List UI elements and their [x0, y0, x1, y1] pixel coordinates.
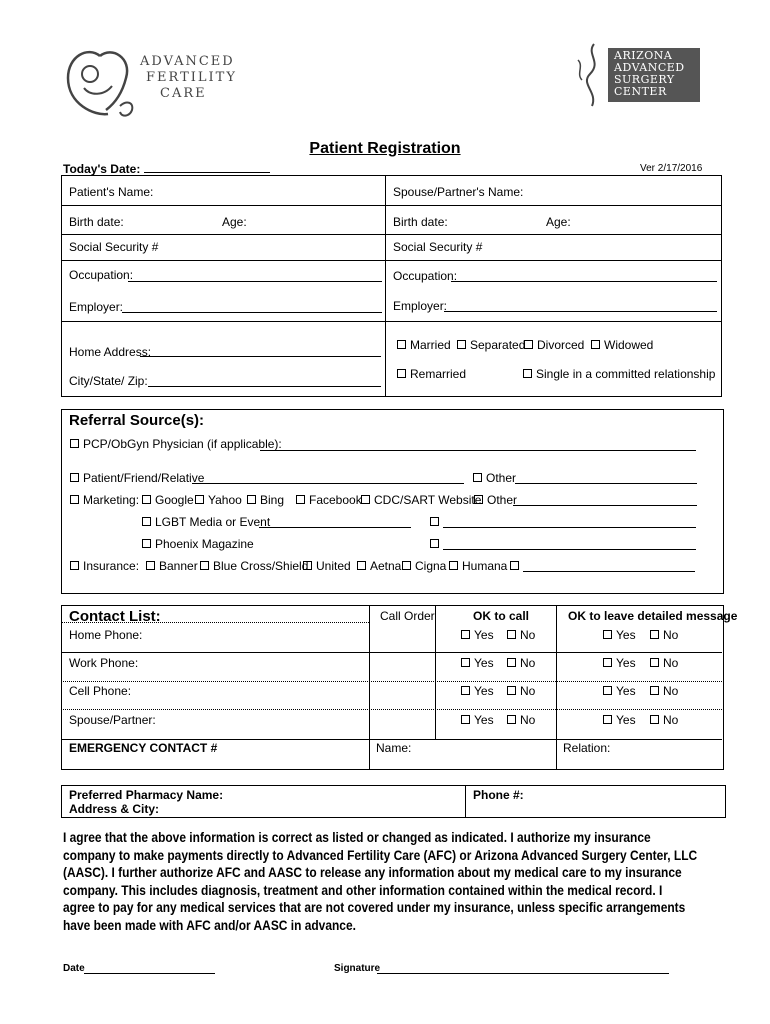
no-label: No	[520, 656, 536, 670]
contact-row-label: Home Phone:	[69, 628, 143, 642]
patient-employer-label: Employer:	[69, 300, 124, 314]
agreement-line: (AASC). I further authorize AFC and AASC to release any information about my medical care to my insurance	[63, 865, 682, 881]
referral-pcp[interactable]	[70, 437, 282, 451]
call-no-checkbox[interactable]	[507, 713, 535, 727]
no-label: No	[663, 713, 679, 727]
checkbox-icon	[650, 686, 659, 695]
referral-bcbs[interactable]	[200, 559, 308, 573]
checkbox-icon	[650, 658, 659, 667]
patient-birth-label: Birth date:	[69, 215, 124, 229]
contact-row-divider	[61, 652, 722, 653]
checkbox-icon	[70, 473, 79, 482]
aasc-logo-line3: SURGERY	[614, 73, 675, 86]
contact-row-label: Cell Phone:	[69, 684, 132, 698]
marital-married[interactable]	[397, 338, 451, 352]
message-no-checkbox[interactable]	[650, 684, 678, 698]
checkbox-icon	[603, 715, 612, 724]
spouse-age-label: Age:	[546, 215, 571, 229]
checkbox-icon	[430, 539, 439, 548]
checkbox-icon	[461, 630, 470, 639]
marital-divorced-label: Divorced	[537, 338, 585, 352]
message-yes-checkbox[interactable]	[603, 684, 636, 698]
agreement-text	[63, 829, 698, 935]
referral-other-label: Other	[486, 471, 517, 485]
yes-label: Yes	[616, 656, 636, 670]
referral-lgbt[interactable]	[142, 515, 270, 529]
checkbox-icon	[303, 561, 312, 570]
referral-patient-friend-label: Patient/Friend/Relative	[83, 471, 205, 485]
referral-banner[interactable]	[146, 559, 198, 573]
todays-date-field[interactable]	[144, 161, 270, 173]
checkbox-icon	[461, 686, 470, 695]
aasc-logo	[572, 40, 706, 110]
contact-col-divider	[435, 605, 436, 740]
contact-col-divider	[369, 605, 370, 770]
spouse-occupation-label: Occupation:	[393, 269, 458, 283]
home-address-label: Home Address:	[69, 345, 152, 359]
referral-other-1-field[interactable]	[515, 483, 697, 484]
referral-other-2[interactable]	[474, 493, 517, 507]
referral-patient-friend-field[interactable]	[192, 483, 464, 484]
emergency-relation-label: Relation:	[563, 741, 611, 755]
checkbox-icon	[461, 715, 470, 724]
pharmacy-divider	[465, 785, 466, 818]
referral-facebook[interactable]	[296, 493, 362, 507]
message-yes-checkbox[interactable]	[603, 628, 636, 642]
aasc-logo-line2: ADVANCED	[614, 61, 685, 74]
no-label: No	[520, 684, 536, 698]
referral-facebook-label: Facebook	[309, 493, 362, 507]
patient-spouse-divider	[385, 175, 386, 397]
referral-phoenix-label: Phoenix Magazine	[155, 537, 254, 551]
yes-label: Yes	[474, 713, 494, 727]
message-no-checkbox[interactable]	[650, 628, 678, 642]
city-state-zip-field[interactable]	[148, 386, 381, 387]
todays-date-row	[63, 161, 270, 176]
referral-marketing[interactable]	[70, 493, 139, 507]
date-label: Date	[63, 963, 85, 974]
referral-heading: Referral Source(s):	[69, 412, 205, 429]
patient-name-label: Patient's Name:	[69, 185, 154, 199]
patient-ssn-label: Social Security #	[69, 240, 159, 254]
marital-separated-label: Separated	[470, 338, 526, 352]
contact-row-divider	[61, 709, 722, 710]
checkbox-icon	[650, 715, 659, 724]
referral-cdc-sart[interactable]	[361, 493, 481, 507]
checkbox-icon	[142, 517, 151, 526]
referral-aetna[interactable]	[357, 559, 401, 573]
message-yes-checkbox[interactable]	[603, 656, 636, 670]
referral-google-label: Google	[155, 493, 194, 507]
call-no-checkbox[interactable]	[507, 684, 535, 698]
afc-logo-line2: FERTILITY	[146, 70, 237, 85]
ok-to-call-header: OK to call	[473, 609, 530, 623]
referral-united-label: United	[316, 559, 351, 573]
checkbox-icon	[70, 495, 79, 504]
referral-humana[interactable]	[449, 559, 507, 573]
agreement-line: have been made with AFC and/or AASC in advance.	[63, 917, 356, 933]
referral-yahoo[interactable]	[195, 493, 242, 507]
checkbox-icon	[507, 658, 516, 667]
spouse-employer-field[interactable]	[444, 311, 717, 312]
checkbox-icon	[142, 495, 151, 504]
patient-info-box	[61, 175, 722, 397]
checkbox-icon	[603, 658, 612, 667]
referral-phoenix[interactable]	[142, 537, 254, 551]
checkbox-icon	[142, 539, 151, 548]
marital-divorced[interactable]	[524, 338, 584, 352]
checkbox-icon	[507, 686, 516, 695]
referral-cigna-label: Cigna	[415, 559, 447, 573]
checkbox-icon	[449, 561, 458, 570]
spouse-employer-label: Employer:	[393, 299, 448, 313]
call-yes-checkbox[interactable]	[461, 684, 494, 698]
checkbox-icon	[146, 561, 155, 570]
patient-occupation-label: Occupation:	[69, 268, 134, 282]
city-state-zip-label: City/State/ Zip:	[69, 374, 148, 388]
checkbox-icon	[357, 561, 366, 570]
emergency-name-label: Name:	[376, 741, 412, 755]
date-field[interactable]	[84, 973, 215, 974]
aasc-logo-line4: CENTER	[614, 85, 667, 98]
marital-married-label: Married	[410, 338, 451, 352]
checkbox-icon	[650, 630, 659, 639]
yes-label: Yes	[474, 684, 494, 698]
referral-blank-2-field[interactable]	[443, 549, 696, 550]
referral-pcp-label: PCP/ObGyn Physician (if applicable):	[83, 437, 282, 451]
afc-logo-icon	[60, 44, 140, 124]
referral-cigna[interactable]	[402, 559, 446, 573]
no-label: No	[520, 628, 536, 642]
contact-row-label: Spouse/Partner:	[69, 713, 156, 727]
patient-employer-field[interactable]	[122, 312, 382, 313]
pharmacy-phone-label: Phone #:	[473, 788, 524, 802]
call-order-header: Call Order	[380, 609, 435, 623]
patient-age-label: Age:	[222, 215, 247, 229]
referral-lgbt-label: LGBT Media or Event	[155, 515, 271, 529]
checkbox-icon	[473, 473, 482, 482]
no-label: No	[520, 713, 536, 727]
call-no-checkbox[interactable]	[507, 656, 535, 670]
checkbox-icon	[361, 495, 370, 504]
contact-row-divider	[61, 681, 722, 682]
signature-label: Signature	[334, 963, 381, 974]
checkbox-icon	[70, 439, 79, 448]
checkbox-icon	[461, 658, 470, 667]
marital-single[interactable]	[523, 367, 715, 381]
emergency-contact-label: EMERGENCY CONTACT #	[69, 741, 218, 755]
agreement-line: agree to pay for any medical services that are not covered under my insurance, unless specific arrangements	[63, 900, 686, 916]
yes-label: Yes	[616, 684, 636, 698]
referral-united[interactable]	[303, 559, 351, 573]
contact-col-divider	[556, 605, 557, 770]
referral-insurance-other[interactable]	[510, 559, 523, 573]
referral-patient-friend[interactable]	[70, 471, 204, 485]
referral-yahoo-label: Yahoo	[208, 493, 242, 507]
referral-other-label: Other	[487, 493, 518, 507]
aasc-logo-panel	[608, 48, 700, 102]
yes-label: Yes	[616, 628, 636, 642]
agreement-line: company to make payments directly to Advanced Fertility Care (AFC) or Arizona Advanced Surgery Center, LLC	[63, 847, 698, 863]
afc-logo	[60, 44, 240, 124]
marital-remarried[interactable]	[397, 367, 466, 381]
agreement-line: I agree that the above information is correct as listed or changed as indicated. I authorize my insurance	[63, 830, 651, 845]
marital-single-label: Single in a committed relationship	[536, 367, 716, 381]
row-divider	[61, 321, 722, 322]
referral-bing-label: Bing	[260, 493, 285, 507]
checkbox-icon	[507, 630, 516, 639]
call-yes-checkbox[interactable]	[461, 656, 494, 670]
spouse-name-label: Spouse/Partner's Name:	[393, 185, 524, 199]
referral-blank-2[interactable]	[430, 537, 443, 551]
referral-pcp-field[interactable]	[260, 450, 696, 451]
row-divider	[61, 260, 722, 261]
marital-remarried-label: Remarried	[410, 367, 467, 381]
referral-insurance[interactable]	[70, 559, 139, 573]
referral-blank-1[interactable]	[430, 515, 443, 529]
aasc-logo-line1: ARIZONA	[614, 49, 673, 62]
referral-humana-label: Humana	[462, 559, 508, 573]
checkbox-icon	[457, 340, 466, 349]
checkbox-icon	[397, 369, 406, 378]
checkbox-icon	[603, 630, 612, 639]
checkbox-icon	[507, 715, 516, 724]
page-title: Patient Registration	[309, 140, 461, 157]
checkbox-icon	[510, 561, 519, 570]
checkbox-icon	[195, 495, 204, 504]
contact-heading: Contact List:	[69, 608, 161, 625]
pharmacy-address-label: Address & City:	[69, 802, 160, 816]
marital-separated[interactable]	[457, 338, 525, 352]
referral-banner-label: Banner	[159, 559, 198, 573]
spouse-birth-label: Birth date:	[393, 215, 448, 229]
aasc-logo-icon	[572, 40, 612, 110]
referral-lgbt-field[interactable]	[259, 527, 411, 528]
spouse-occupation-field[interactable]	[451, 281, 717, 282]
version-label: Ver 2/17/2016	[640, 163, 703, 174]
yes-label: Yes	[616, 713, 636, 727]
checkbox-icon	[296, 495, 305, 504]
checkbox-icon	[524, 340, 533, 349]
checkbox-icon	[247, 495, 256, 504]
referral-insurance-label: Insurance:	[83, 559, 140, 573]
message-no-checkbox[interactable]	[650, 656, 678, 670]
checkbox-icon	[70, 561, 79, 570]
afc-logo-line1: ADVANCED	[140, 54, 235, 69]
referral-marketing-label: Marketing:	[83, 493, 140, 507]
no-label: No	[663, 684, 679, 698]
call-yes-checkbox[interactable]	[461, 628, 494, 642]
message-yes-checkbox[interactable]	[603, 713, 636, 727]
checkbox-icon	[402, 561, 411, 570]
call-yes-checkbox[interactable]	[461, 713, 494, 727]
referral-other-2-field[interactable]	[513, 505, 697, 506]
contact-row-label: Work Phone:	[69, 656, 139, 670]
checkbox-icon	[397, 340, 406, 349]
row-divider	[61, 205, 722, 206]
todays-date-label: Today's Date:	[63, 162, 141, 176]
marital-widowed-label: Widowed	[604, 338, 654, 352]
checkbox-icon	[430, 517, 439, 526]
call-no-checkbox[interactable]	[507, 628, 535, 642]
signature-field[interactable]	[377, 973, 669, 974]
referral-insurance-other-field[interactable]	[523, 571, 695, 572]
pharmacy-name-label: Preferred Pharmacy Name:	[69, 788, 224, 802]
agreement-line: company. This includes diagnosis, treatment and other information contained within the medical record. I	[63, 882, 663, 898]
referral-bcbs-label: Blue Cross/Shield	[213, 559, 309, 573]
contact-row-divider	[61, 739, 722, 740]
referral-google[interactable]	[142, 493, 194, 507]
row-divider	[61, 234, 722, 235]
yes-label: Yes	[474, 628, 494, 642]
referral-other-1[interactable]	[473, 471, 516, 485]
referral-cdc-label: CDC/SART Website	[374, 493, 482, 507]
patient-occupation-field[interactable]	[128, 281, 382, 282]
checkbox-icon	[523, 369, 532, 378]
referral-aetna-label: Aetna	[370, 559, 402, 573]
no-label: No	[663, 656, 679, 670]
spouse-ssn-label: Social Security #	[393, 240, 483, 254]
checkbox-icon	[474, 495, 483, 504]
no-label: No	[663, 628, 679, 642]
home-address-field[interactable]	[140, 356, 381, 357]
yes-label: Yes	[474, 656, 494, 670]
marital-widowed[interactable]	[591, 338, 653, 352]
ok-to-message-header: OK to leave detailed message	[568, 609, 738, 623]
checkbox-icon	[200, 561, 209, 570]
afc-logo-line3: CARE	[160, 86, 207, 101]
referral-blank-1-field[interactable]	[443, 527, 696, 528]
checkbox-icon	[591, 340, 600, 349]
message-no-checkbox[interactable]	[650, 713, 678, 727]
checkbox-icon	[603, 686, 612, 695]
referral-bing[interactable]	[247, 493, 284, 507]
